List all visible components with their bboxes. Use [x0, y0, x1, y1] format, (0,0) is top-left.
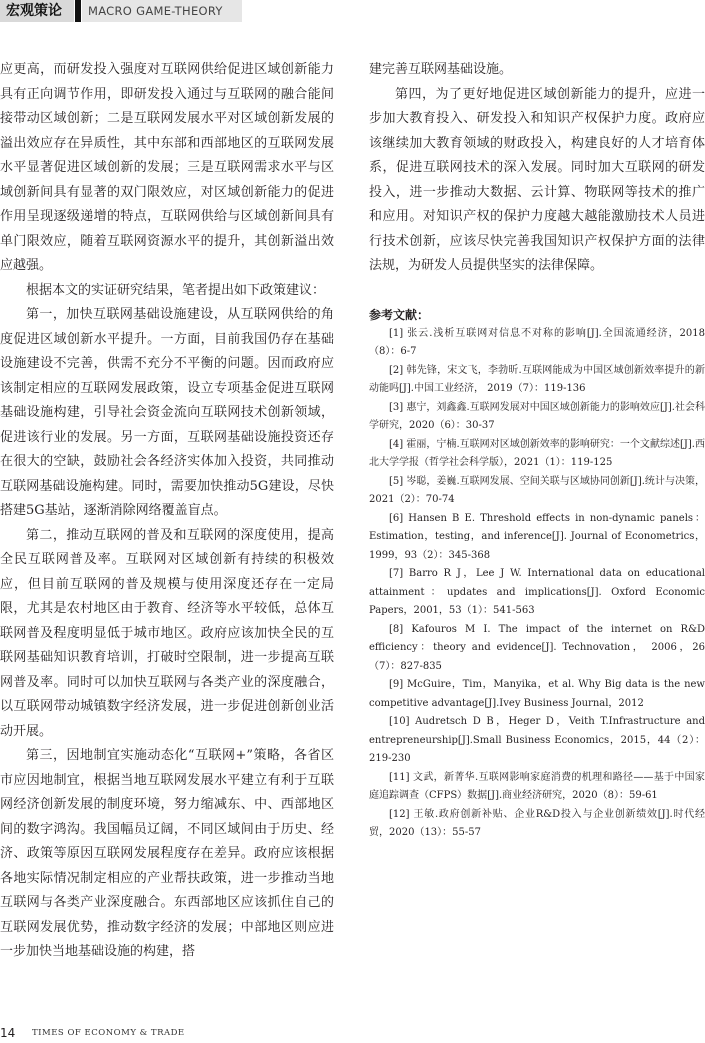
reference-item: [2] 韩先锋，宋文飞，李勃昕.互联网能成为中国区域创新效率提升的新动能吗[J].中国工业经济， 2019（7）：119-136 — [369, 364, 705, 394]
header-divider — [75, 0, 81, 22]
body-paragraph: 建完善互联网基础设施。 — [369, 62, 513, 77]
reference-item: [1] 张云.浅析互联网对信息不对称的影响[J].全国流通经济，2018（8）：6-7 — [369, 327, 705, 357]
reference-item: [12] 王敏.政府创新补贴、企业R&D投入与企业创新绩效[J].时代经贸，2020（13）：55-57 — [369, 808, 705, 838]
section-subtitle: MACRO GAME-THEORY — [82, 0, 242, 22]
reference-item: [3] 惠宁，刘鑫鑫.互联网发展对中国区域创新能力的影响效应[J].社会科学研究，2020（6）：30-37 — [369, 401, 705, 431]
body-paragraph: 第二，推动互联网的普及和互联网的深度使用，提高全民互联网普及率。互联网对区域创新有持续的积极效应，但目前互联网的普及规模与使用深度还存在一定局限，尤其是农村地区由于教育、经济等水平较低，总体互联网普及程度明显低于城市地区。政府应该加快全民的互联网基础知识教育培训，打破时空限制，进一步提高互联网普及率。同时可以加快互联网与各类产业的深度融合，以互联网带动城镇数字经济发展，进一步促进创新创业活动开展。 — [0, 527, 334, 739]
page-number: 14 — [0, 1026, 16, 1040]
right-column — [369, 58, 705, 843]
body-paragraph: 第一，加快互联网基础设施建设，从互联网供给的角度促进区域创新水平提升。一方面，目前我国仍存在基础设施建设不完善，供需不充分不平衡的问题。因而政府应该制定相应的互联网发展政策，设立专项基金促进互联网基础设施构建，引导社会资金流向互联网技术创新领域，促进该行业的发展。另一方面，互联网基础设施投资还存在很大的空缺，鼓励社会各经济实体加入投资，共同推动互联网基础设施构建。同时，需要加快推动5G建设，尽快搭建5G基站，逐渐消除网络覆盖盲点。 — [0, 307, 334, 518]
body-paragraph: 第四，为了更好地促进区域创新能力的提升，应进一步加大教育投入、研发投入和知识产权保护力度。政府应该继续加大教育领域的财政投入，构建良好的人才培育体系，促进互联网技术的深入发展。同时加大互联网的研发投入，进一步推动大数据、云计算、物联网等技术的推广和应用。对知识产权的保护力度越大越能激励技术人员进行技术创新，应该尽快完善我国知识产权保护方面的法律法规，为研发人员提供坚实的法律保障。 — [369, 86, 705, 273]
reference-item: [9] McGuire，Tim，Manyika，et al. Why Big data is the new competitive advantage[J].Ivey Business Journal，2012 — [369, 679, 705, 709]
page-footer — [0, 1026, 705, 1042]
reference-item: [8] Kafouros M I. The impact of the internet on R&D efficiency：theory and evidence[J]. Technovation， 2006，26（7）：827-835 — [369, 623, 705, 672]
body-paragraph: 应更高，而研发投入强度对互联网供给促进区域创新能力具有正向调节作用，即研发投入通过与互联网的融合能间接带动区域创新；二是互联网发展水平对区域创新发展的溢出效应存在异质性，其中东部和西部地区的互联网发展水平显著促进区域创新的发展；三是互联网需求水平与区域创新间具有显著的双门限效应，对区域创新能力的促进作用呈现逐级递增的特点，互联网供给与区域创新间具有单门限效应，随着互联网资源水平的提升，其创新溢出效应越强。 — [0, 62, 334, 273]
references-list — [369, 325, 705, 843]
reference-item: [6] Hansen B E. Threshold effects in non-dynamic panels：Estimation，testing，and inference[J]. Journal of Econometrics，1999，93（2）：345-368 — [369, 512, 705, 561]
reference-item: [10] Audretsch D B，Heger D，Veith T.Infrastructure and entrepreneurship[J].Small Business Economics，2015，44（2）：219-230 — [369, 716, 705, 764]
body-paragraph: 根据本文的实证研究结果，笔者提出如下政策建议： — [26, 282, 326, 298]
section-title: 宏观策论 — [0, 0, 74, 22]
references-heading: 参考文献： — [369, 307, 430, 322]
page-header — [0, 0, 705, 22]
reference-item: [4] 霍丽，宁楠.互联网对区域创新效率的影响研究：一个文献综述[J].西北大学学报（哲学社会科学版），2021（1）：119-125 — [369, 438, 705, 468]
left-column — [0, 58, 334, 965]
body-paragraph: 第三，因地制宜实施动态化“互联网+”策略，各省区市应因地制宜，根据当地互联网发展水平建立有利于互联网经济创新发展的制度环境，努力缩减东、中、西部地区间的数字鸿沟。我国幅员辽阔，不同区域间由于历史、经济、政策等原因互联网发展程度存在差异。政府应该根据各地实际情况制定相应的产业帮扶政策，进一步推动当地互联网与各类产业深度融合。东西部地区应该抓住自己的互联网发展优势，推动数字经济的发展；中部地区则应进一步加快当地基础设施的构建，搭 — [0, 748, 334, 959]
reference-item: [7] Barro R J，Lee J W. International data on educational attainment：updates and implications[J]. Oxford Economic Papers，2001，53（1）：541-563 — [369, 568, 705, 616]
reference-item: [5] 岑聪，姜巍.互联网发展、空间关联与区域协同创新[J].统计与决策，2021（2）：70-74 — [369, 475, 705, 505]
reference-item: [11] 文武，新菁华.互联网影响家庭消费的机理和路径——基于中国家庭追踪调查（CFPS）数据[J].商业经济研究，2020（8）：59-61 — [369, 771, 705, 801]
journal-name: TIMES OF ECONOMY & TRADE — [32, 1028, 185, 1038]
